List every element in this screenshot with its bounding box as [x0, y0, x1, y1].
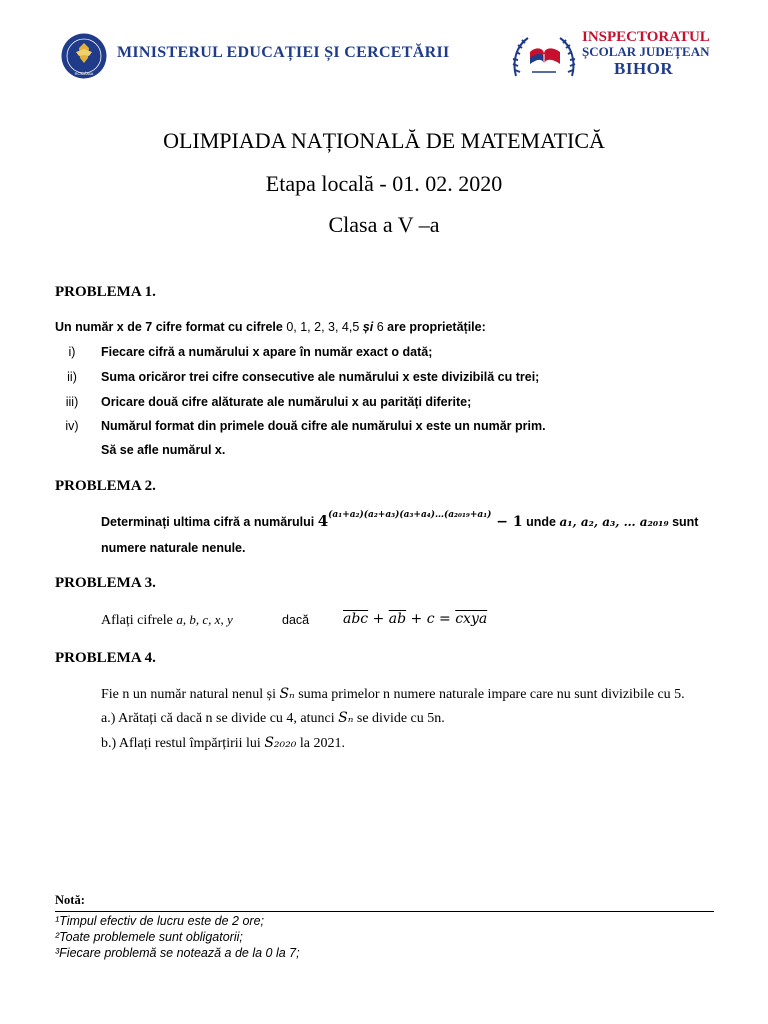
svg-text:ROMÂNIA: ROMÂNIA [74, 71, 94, 76]
problem-4-line-1: Fie n un număr natural nenul și Sₙ suma primelor n numere naturale impare care nu sunt divizibile cu 5. [101, 686, 685, 702]
problem-2-heading: PROBLEMA 2. [55, 478, 156, 494]
problem-1-heading: PROBLEMA 1. [55, 284, 156, 300]
government-crest-logo [60, 32, 108, 80]
problem-1-item-number: ii) [67, 370, 77, 384]
isj-bihor-logo [510, 28, 578, 88]
problem-1-item-text: Suma oricăror trei cifre consecutive ale numărului x este divizibilă cu trei; [101, 370, 540, 384]
problem-1-question: Să se afle numărul x. [101, 443, 226, 457]
problem-4-line-3: b.) Aflați restul împărțirii lui S₂₀₂₀ la 2021. [101, 735, 345, 751]
problem-1-item-text: Fiecare cifră a numărului x apare în număr exact o dată; [101, 345, 433, 359]
grade-label: Clasa a V –a [328, 212, 440, 237]
note-heading: Notă: [55, 893, 85, 907]
problem-1-item-number: i) [68, 345, 76, 359]
problem-3-text: Aflați cifrele a, b, c, x, y [101, 612, 233, 628]
problem-2-text: Determinați ultima cifră a numărului $4^{(a_1+a_2)(a_2+a_3)(a_3+a_4)\dots(a_{2019}+a_1)} - 1$ unde a₁, a₂, a₃, … a₂₀₁₉ sunt [101, 509, 699, 530]
ministry-name: MINISTERUL EDUCAȚIEI ȘI CERCETĂRII [117, 44, 450, 61]
isj-line-2: ȘCOLAR JUDEȚEAN [582, 44, 710, 59]
problem-2-text-line2: numere naturale nenule. [101, 541, 246, 555]
problem-1-item-text: Oricare două cifre alăturate ale numărului x au parități diferite; [101, 395, 472, 409]
problem-4-line-2: a.) Arătați că dacă n se divide cu 4, atunci Sₙ se divide cu 5n. [101, 710, 445, 726]
problem-3-equation: $\overline{abc} + \overline{ab} + c$ = cxya [343, 611, 488, 627]
problem-3-daca: dacă [282, 613, 310, 627]
problem-1-item-number: iii) [65, 395, 79, 409]
problem-4-heading: PROBLEMA 4. [55, 650, 156, 666]
problem-1-intro: Un număr x de 7 cifre format cu cifrele 0, 1, 2, 3, 4,5 și 6 are proprietățile: [55, 320, 486, 334]
note-item: ²Toate problemele sunt obligatorii; [55, 930, 243, 944]
problem-3-heading: PROBLEMA 3. [55, 575, 156, 591]
note-divider [55, 911, 714, 912]
problem-1-item-text: Numărul format din primele două cifre ale numărului x este un număr prim. [101, 419, 546, 433]
note-item: ³Fiecare problemă se notează a de la 0 la 7; [55, 946, 300, 960]
note-item: ¹Timpul efectiv de lucru este de 2 ore; [55, 914, 265, 928]
isj-line-3: BIHOR [614, 59, 674, 78]
isj-line-1: INSPECTORATUL [582, 29, 710, 45]
document-title: OLIMPIADA NAȚIONALĂ DE MATEMATICĂ [163, 128, 605, 153]
document-subtitle: Etapa locală - 01. 02. 2020 [265, 171, 503, 196]
problem-1-item-number: iv) [65, 419, 79, 433]
